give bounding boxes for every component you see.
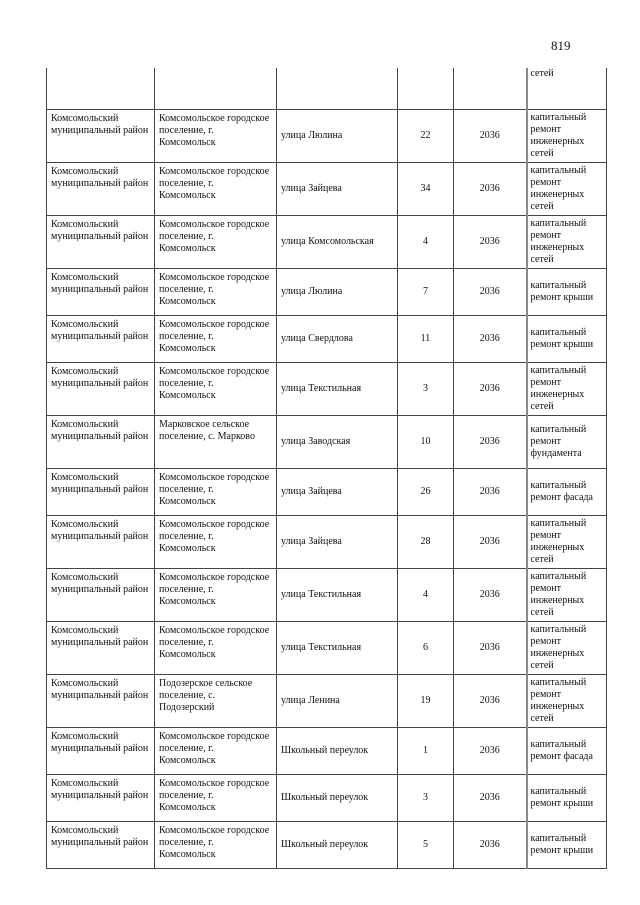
street-cell: улица Зайцева — [277, 163, 398, 216]
table-row — [47, 622, 607, 675]
street-cell: Школьный переулок — [277, 775, 398, 822]
year-cell: 2036 — [454, 363, 527, 416]
house-number-cell: 26 — [398, 469, 454, 516]
settlement-cell: Комсомольское городское поселение, г. Комсомольск — [155, 775, 277, 822]
work-type-cell: капитальный ремонт крыши — [527, 775, 607, 822]
table-row — [47, 163, 607, 216]
settlement-cell: Комсомольское городское поселение, г. Комсомольск — [155, 516, 277, 569]
table-row — [47, 775, 607, 822]
district-cell: Комсомольский муниципальный район — [47, 110, 155, 163]
district-cell: Комсомольский муниципальный район — [47, 775, 155, 822]
street-cell: улица Заводская — [277, 416, 398, 469]
work-type-cell: капитальный ремонт крыши — [527, 269, 607, 316]
street-cell: Школьный переулок — [277, 822, 398, 869]
settlement-cell: Комсомольское городское поселение, г. Комсомольск — [155, 110, 277, 163]
settlement-cell: Комсомольское городское поселение, г. Комсомольск — [155, 569, 277, 622]
district-cell: Комсомольский муниципальный район — [47, 316, 155, 363]
district-cell: Комсомольский муниципальный район — [47, 363, 155, 416]
work-type-cell: капитальный ремонт крыши — [527, 316, 607, 363]
street-cell: улица Текстильная — [277, 569, 398, 622]
year-cell: 2036 — [454, 728, 527, 775]
table-row — [47, 675, 607, 728]
street-cell: улица Люлина — [277, 269, 398, 316]
house-number-cell: 3 — [398, 363, 454, 416]
street-cell: улица Текстильная — [277, 363, 398, 416]
year-cell: 2036 — [454, 675, 527, 728]
table-row — [47, 822, 607, 869]
year-cell: 2036 — [454, 216, 527, 269]
objects-table — [46, 68, 607, 869]
street-cell: улица Зайцева — [277, 469, 398, 516]
district-cell: Комсомольский муниципальный район — [47, 163, 155, 216]
continuation-row — [47, 68, 607, 110]
settlement-cell: Комсомольское городское поселение, г. Комсомольск — [155, 216, 277, 269]
table-row — [47, 469, 607, 516]
table-row — [47, 269, 607, 316]
house-number-cell: 3 — [398, 775, 454, 822]
street-cell: улица Свердлова — [277, 316, 398, 363]
street-cell: улица Ленина — [277, 675, 398, 728]
year-cell: 2036 — [454, 269, 527, 316]
table-row — [47, 516, 607, 569]
year-cell: 2036 — [454, 822, 527, 869]
settlement-cell: Комсомольское городское поселение, г. Комсомольск — [155, 269, 277, 316]
work-type-cell: капитальный ремонт инженерных сетей — [527, 110, 607, 163]
settlement-cell: Комсомольское городское поселение, г. Комсомольск — [155, 316, 277, 363]
table-row — [47, 728, 607, 775]
street-cell: улица Зайцева — [277, 516, 398, 569]
work-type-cell: капитальный ремонт фасада — [527, 469, 607, 516]
work-type-cell: капитальный ремонт инженерных сетей — [527, 622, 607, 675]
district-cell: Комсомольский муниципальный район — [47, 269, 155, 316]
house-number-cell: 7 — [398, 269, 454, 316]
year-cell: 2036 — [454, 516, 527, 569]
district-cell: Комсомольский муниципальный район — [47, 675, 155, 728]
house-number-cell: 4 — [398, 569, 454, 622]
year-cell: 2036 — [454, 316, 527, 363]
district-cell: Комсомольский муниципальный район — [47, 622, 155, 675]
settlement-cell: Комсомольское городское поселение, г. Комсомольск — [155, 469, 277, 516]
house-number-cell: 6 — [398, 622, 454, 675]
settlement-cell: Комсомольское городское поселение, г. Комсомольск — [155, 728, 277, 775]
district-cell: Комсомольский муниципальный район — [47, 822, 155, 869]
year-cell: 2036 — [454, 469, 527, 516]
work-type-cell: капитальный ремонт инженерных сетей — [527, 163, 607, 216]
year-cell: 2036 — [454, 110, 527, 163]
house-number-cell: 22 — [398, 110, 454, 163]
settlement-cell: Комсомольское городское поселение, г. Комсомольск — [155, 363, 277, 416]
work-type-cell: капитальный ремонт фасада — [527, 728, 607, 775]
settlement-cell: Комсомольское городское поселение, г. Комсомольск — [155, 822, 277, 869]
table-row — [47, 569, 607, 622]
street-cell: улица Комсомольская — [277, 216, 398, 269]
street-cell: улица Текстильная — [277, 622, 398, 675]
year-cell: 2036 — [454, 163, 527, 216]
house-number-cell: 5 — [398, 822, 454, 869]
year-cell: 2036 — [454, 569, 527, 622]
work-type-cell: капитальный ремонт инженерных сетей — [527, 363, 607, 416]
table-row — [47, 316, 607, 363]
year-cell: 2036 — [454, 416, 527, 469]
work-type-cell: капитальный ремонт инженерных сетей — [527, 516, 607, 569]
house-number-cell: 28 — [398, 516, 454, 569]
settlement-cell: Комсомольское городское поселение, г. Комсомольск — [155, 622, 277, 675]
year-cell: 2036 — [454, 622, 527, 675]
district-cell: Комсомольский муниципальный район — [47, 728, 155, 775]
settlement-cell: Подозерское сельское поселение, с. Подозерский — [155, 675, 277, 728]
year-cell: 2036 — [454, 775, 527, 822]
work-type-cell: капитальный ремонт инженерных сетей — [527, 569, 607, 622]
work-type-cell: капитальный ремонт инженерных сетей — [527, 216, 607, 269]
street-cell: Школьный переулок — [277, 728, 398, 775]
house-number-cell: 10 — [398, 416, 454, 469]
house-number-cell: 19 — [398, 675, 454, 728]
district-cell: Комсомольский муниципальный район — [47, 516, 155, 569]
settlement-cell: Марковское сельское поселение, с. Марково — [155, 416, 277, 469]
street-cell: улица Люлина — [277, 110, 398, 163]
table-row — [47, 110, 607, 163]
table-row — [47, 363, 607, 416]
settlement-cell: Комсомольское городское поселение, г. Комсомольск — [155, 163, 277, 216]
house-number-cell: 1 — [398, 728, 454, 775]
work-type-cell: капитальный ремонт крыши — [527, 822, 607, 869]
house-number-cell: 34 — [398, 163, 454, 216]
district-cell: Комсомольский муниципальный район — [47, 469, 155, 516]
house-number-cell: 11 — [398, 316, 454, 363]
table-row — [47, 216, 607, 269]
continuation-text: сетей — [527, 68, 607, 110]
district-cell: Комсомольский муниципальный район — [47, 416, 155, 469]
district-cell: Комсомольский муниципальный район — [47, 569, 155, 622]
work-type-cell: капитальный ремонт фундамента — [527, 416, 607, 469]
page-number: 819 — [551, 38, 571, 53]
table-row — [47, 416, 607, 469]
district-cell: Комсомольский муниципальный район — [47, 216, 155, 269]
work-type-cell: капитальный ремонт инженерных сетей — [527, 675, 607, 728]
house-number-cell: 4 — [398, 216, 454, 269]
